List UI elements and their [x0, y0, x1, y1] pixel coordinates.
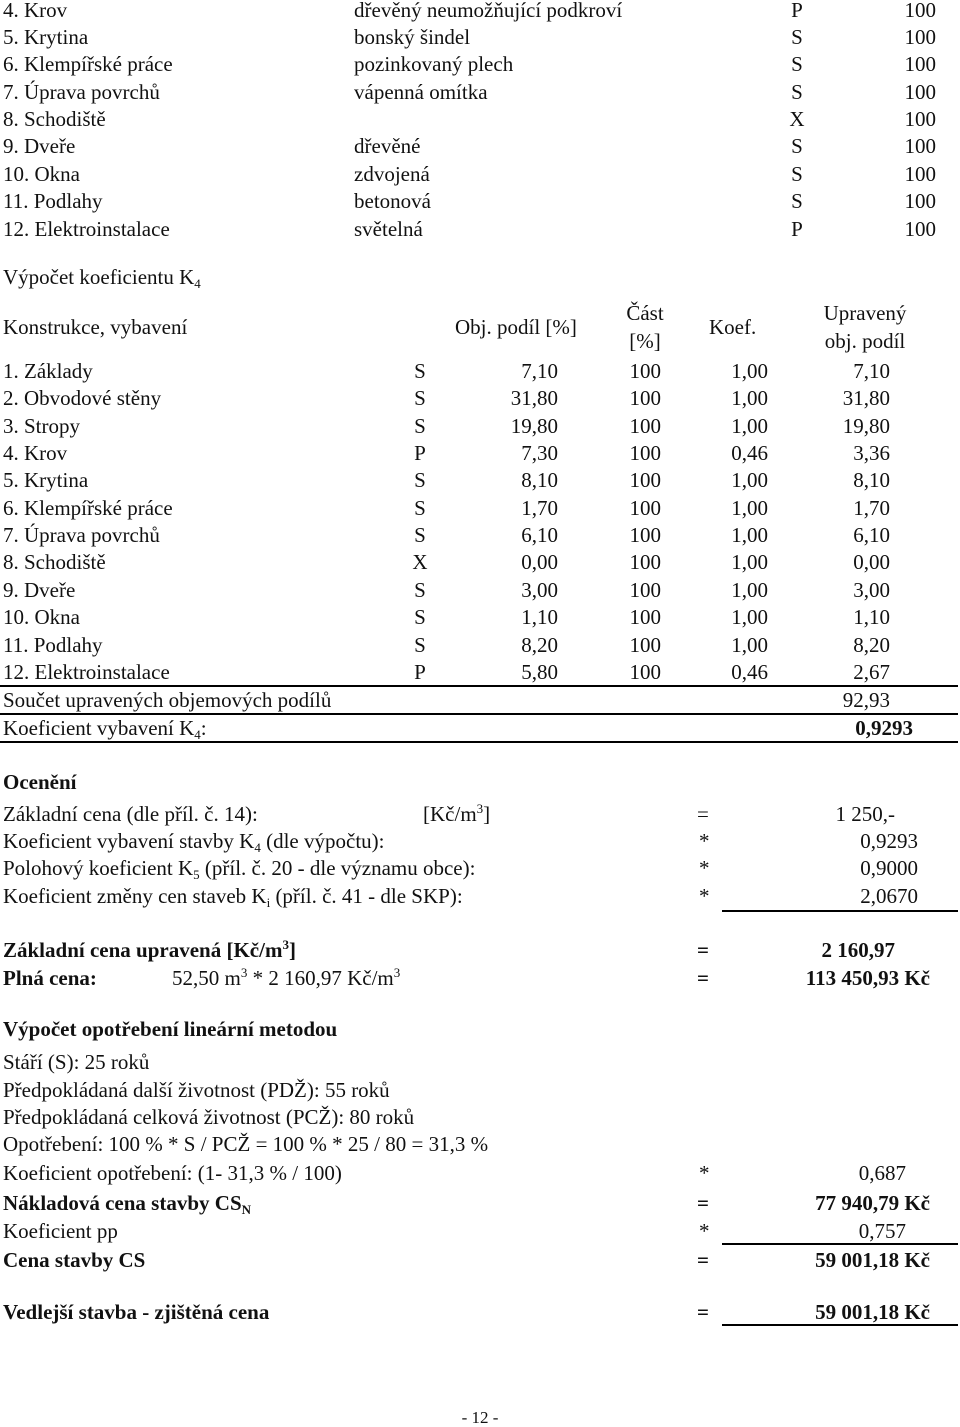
k4-heading: Výpočet koeficientu $K_4$: [3, 265, 201, 291]
k4-row-coef: 1,00: [731, 414, 768, 438]
k5-coef-label: Polohový koeficient $K_5$ (příl. č. 20 - dle významu obce):: [3, 856, 476, 882]
ki-coef-label: Koeficient změny cen staveb $K_i$ (příl. č. 41 - dle SKP):: [3, 884, 463, 910]
col-header-adjusted-sub: obj. podíl: [824, 329, 906, 353]
k4-row-coef: 1,00: [731, 633, 768, 657]
k4-row-coef: 1,00: [731, 496, 768, 520]
k4-row-adjusted: 3,00: [853, 578, 890, 602]
k4-row-part: 100: [629, 633, 661, 657]
adjusted-base-price-value: 2 160,97: [821, 938, 895, 962]
row-percent: 100: [904, 162, 936, 186]
k4-row-share: 8,20: [521, 633, 558, 657]
row-name: 4. Krov: [3, 0, 68, 22]
row-name: 10. Okna: [3, 162, 80, 186]
col-header-adjusted: Upravený: [823, 301, 907, 325]
k4-row-adjusted: 7,10: [853, 359, 890, 383]
operator: *: [699, 1161, 710, 1185]
operator: *: [699, 884, 710, 908]
row-material: betonová: [354, 189, 431, 213]
row-code: P: [791, 0, 803, 22]
row-code: S: [791, 80, 803, 104]
row-code: P: [791, 217, 803, 241]
k4-row-part: 100: [629, 359, 661, 383]
row-material: dřevěný neumožňující podkroví: [354, 0, 623, 22]
row-code: S: [791, 162, 803, 186]
k4-row-coef: 1,00: [731, 605, 768, 629]
row-percent: 100: [904, 134, 936, 158]
row-code: S: [791, 25, 803, 49]
k4-row-adjusted: 6,10: [853, 523, 890, 547]
k4-row-code: P: [414, 441, 426, 465]
k5-coef-value: 0,9000: [860, 856, 918, 880]
k4-row-code: X: [412, 550, 428, 574]
divider: [722, 910, 958, 912]
row-percent: 100: [904, 80, 936, 104]
row-material: světelná: [354, 217, 423, 241]
pp-coef-value: 0,757: [858, 1219, 906, 1243]
k4-row-name: 5. Krytina: [3, 468, 89, 492]
k4-row-code: S: [414, 633, 426, 657]
k4-row-share: 19,80: [510, 414, 558, 438]
k4-row-share: 5,80: [521, 660, 558, 684]
k4-row-name: 2. Obvodové stěny: [3, 386, 162, 410]
wear-heading: Výpočet opotřebení lineární metodou: [3, 1017, 338, 1041]
k4-row-code: S: [414, 578, 426, 602]
operator: =: [697, 1300, 709, 1324]
building-price-value: 59 001,18 Kč: [815, 1248, 930, 1272]
k4-row-part: 100: [629, 605, 661, 629]
k4-row-adjusted: 0,00: [853, 550, 890, 574]
k4-row-part: 100: [629, 468, 661, 492]
valuation-heading: Ocenění: [3, 770, 77, 794]
k4-row-name: 6. Klempířské práce: [3, 496, 173, 520]
divider: [722, 1324, 958, 1326]
k4-row-adjusted: 8,20: [853, 633, 890, 657]
row-code: X: [789, 107, 805, 131]
operator: *: [699, 829, 710, 853]
k4-row-name: 1. Základy: [3, 359, 93, 383]
k4-row-share: 7,30: [521, 441, 558, 465]
base-price-value: 1 250,-: [835, 802, 895, 826]
adjusted-base-price-label: Základní cena upravená $[Kč/m^3]$: [3, 937, 296, 962]
divider: [0, 741, 958, 743]
row-name: 12. Elektroinstalace: [3, 217, 170, 241]
full-price-value: 113 450,93 Kč: [805, 966, 930, 990]
side-building-label: Vedlejší stavba - zjištěná cena: [3, 1300, 270, 1324]
k4-row-coef: 1,00: [731, 550, 768, 574]
k4-row-name: 9. Dveře: [3, 578, 76, 602]
col-header-construction: Konstrukce, vybavení: [3, 315, 188, 339]
row-code: S: [791, 189, 803, 213]
total-life-line: Předpokládaná celková životnost (PCŽ): 80 roků: [3, 1105, 415, 1129]
k4-row-adjusted: 2,67: [853, 660, 890, 684]
col-header-part: Část: [626, 301, 664, 325]
k4-row-code: S: [414, 523, 426, 547]
operator: *: [699, 1219, 710, 1243]
operator: =: [697, 938, 709, 962]
k4-row-share: 1,70: [521, 496, 558, 520]
k4-row-adjusted: 19,80: [842, 414, 890, 438]
remaining-life-line: Předpokládaná další životnost (PDŽ): 55 roků: [3, 1078, 390, 1102]
k4-row-name: 4. Krov: [3, 441, 68, 465]
row-percent: 100: [904, 189, 936, 213]
divider: [0, 685, 958, 687]
wear-coef-value: 0,687: [858, 1161, 906, 1185]
k4-row-adjusted: 8,10: [853, 468, 890, 492]
row-percent: 100: [904, 0, 936, 22]
k4-coef-row-label: Koeficient vybavení stavby $K_4$ (dle výpočtu):: [3, 829, 385, 855]
row-name: 6. Klempířské práce: [3, 52, 173, 76]
row-percent: 100: [904, 25, 936, 49]
k4-row-coef: 1,00: [731, 386, 768, 410]
operator: =: [697, 966, 709, 990]
k4-row-part: 100: [629, 578, 661, 602]
cost-price-label: Nákladová cena stavby $CS_N$: [3, 1191, 252, 1217]
k4-row-part: 100: [629, 386, 661, 410]
k4-row-name: 10. Okna: [3, 605, 80, 629]
k4-row-name: 3. Stropy: [3, 414, 81, 438]
row-material: zdvojená: [354, 162, 430, 186]
k4-row-coef: 0,46: [731, 660, 768, 684]
full-price-label: Plná cena:: [3, 966, 97, 990]
k4-row-share: 3,00: [521, 578, 558, 602]
k4-row-name: 11. Podlahy: [3, 633, 103, 657]
sum-label: Součet upravených objemových podílů: [3, 688, 332, 712]
operator: *: [699, 856, 710, 880]
k4-row-part: 100: [629, 660, 661, 684]
k4-row-adjusted: 3,36: [853, 441, 890, 465]
k4-row-name: 8. Schodiště: [3, 550, 106, 574]
row-code: S: [791, 134, 803, 158]
k4-coef-label: Koeficient vybavení $K_4$:: [3, 716, 207, 742]
k4-row-code: S: [414, 386, 426, 410]
col-header-part-unit: [%]: [629, 329, 661, 353]
row-material: dřevěné: [354, 134, 421, 158]
row-name: 7. Úprava povrchů: [3, 80, 160, 104]
row-name: 8. Schodiště: [3, 107, 106, 131]
ki-coef-value: 2,0670: [860, 884, 918, 908]
row-name: 9. Dveře: [3, 134, 76, 158]
full-price-calc: 52,50 $m^3 * 2$ 160,97 $Kč/m^3$: [172, 965, 401, 990]
row-name: 11. Podlahy: [3, 189, 103, 213]
k4-row-code: P: [414, 660, 426, 684]
wear-coef-label: Koeficient opotřebení: (1- 31,3 % / 100): [3, 1161, 342, 1185]
k4-row-coef: 1,00: [731, 359, 768, 383]
building-price-label: Cena stavby CS: [3, 1248, 146, 1272]
row-name: 5. Krytina: [3, 25, 89, 49]
k4-row-code: S: [414, 359, 426, 383]
col-header-share: Obj. podíl [%]: [455, 315, 577, 339]
k4-coef-row-value: 0,9293: [860, 829, 918, 853]
row-material: vápenná omítka: [354, 80, 488, 104]
k4-row-adjusted: 31,80: [842, 386, 890, 410]
k4-row-name: 7. Úprava povrchů: [3, 523, 160, 547]
row-percent: 100: [904, 107, 936, 131]
k4-row-share: 6,10: [521, 523, 558, 547]
k4-row-coef: 0,46: [731, 441, 768, 465]
row-material: pozinkovaný plech: [354, 52, 514, 76]
k4-row-part: 100: [629, 523, 661, 547]
k4-row-share: 31,80: [510, 386, 558, 410]
divider: [0, 713, 958, 715]
k4-row-coef: 1,00: [731, 468, 768, 492]
col-header-coef: Koef.: [709, 315, 757, 339]
k4-row-adjusted: 1,10: [853, 605, 890, 629]
operator: =: [697, 802, 709, 826]
k4-coef-value: 0,9293: [855, 716, 913, 740]
k4-row-code: S: [414, 468, 426, 492]
row-material: bonský šindel: [354, 25, 471, 49]
k4-row-coef: 1,00: [731, 523, 768, 547]
k4-row-share: 0,00: [521, 550, 558, 574]
k4-row-part: 100: [629, 550, 661, 574]
row-percent: 100: [904, 52, 936, 76]
side-building-value: 59 001,18 Kč: [815, 1300, 930, 1324]
k4-row-code: S: [414, 496, 426, 520]
k4-row-name: 12. Elektroinstalace: [3, 660, 170, 684]
sum-value: 92,93: [842, 688, 890, 712]
base-price-label: Základní cena (dle příl. č. 14):: [3, 802, 258, 826]
age-line: Stáří (S): 25 roků: [3, 1050, 150, 1074]
k4-row-adjusted: 1,70: [853, 496, 890, 520]
k4-row-code: S: [414, 414, 426, 438]
k4-row-share: 8,10: [521, 468, 558, 492]
k4-row-part: 100: [629, 441, 661, 465]
cost-price-value: 77 940,79 Kč: [815, 1191, 930, 1215]
wear-calc-line: Opotřebení: 100 % * S / PCŽ = 100 % * 25 / 80 = 31,3 %: [3, 1132, 489, 1156]
row-code: S: [791, 52, 803, 76]
base-price-unit: $[Kč/m^3]$: [423, 801, 491, 826]
k4-row-code: S: [414, 605, 426, 629]
k4-row-share: 7,10: [521, 359, 558, 383]
operator: =: [697, 1191, 709, 1215]
divider: [722, 1243, 958, 1245]
k4-row-coef: 1,00: [731, 578, 768, 602]
k4-row-part: 100: [629, 496, 661, 520]
row-percent: 100: [904, 217, 936, 241]
k4-row-part: 100: [629, 414, 661, 438]
page-number: - 12 -: [461, 1408, 499, 1427]
k4-row-share: 1,10: [521, 605, 558, 629]
pp-coef-label: Koeficient pp: [3, 1219, 118, 1243]
operator: =: [697, 1248, 709, 1272]
